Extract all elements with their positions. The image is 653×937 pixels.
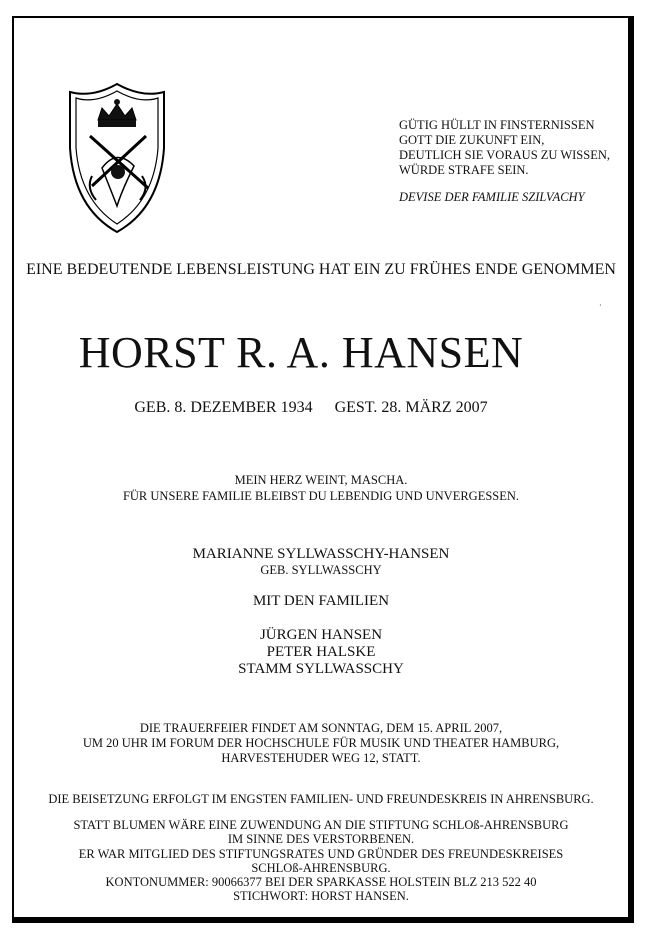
motto-attribution: DEVISE DER FAMILIE SZILVACHY xyxy=(399,190,585,204)
motto-line: WÜRDE STRAFE SEIN. xyxy=(399,163,529,177)
donation-line: SCHLOß-AHRENSBURG. xyxy=(251,860,391,875)
family-list xyxy=(14,627,628,678)
life-dates xyxy=(4,399,618,417)
family-item: JÜRGEN HANSEN xyxy=(259,627,383,643)
death-date: GEST. 28. MÄRZ 2007 xyxy=(334,399,488,416)
widow-name: MARIANNE SYLLWASSCHY-HANSEN xyxy=(192,546,450,562)
obituary-notice xyxy=(12,16,634,923)
motto-line: GÜTIG HÜLLT IN FINSTERNISSEN xyxy=(399,118,595,132)
donation-line: KONTONUMMER: 90066377 BEI DER SPARKASSE HOLSTEIN BLZ 213 522 40 xyxy=(105,875,537,890)
family-item: STAMM SYLLWASSCHY xyxy=(238,661,404,677)
motto-line: GOTT DIE ZUKUNFT EIN, xyxy=(399,133,545,147)
headline: EINE BEDEUTENDE LEBENSLEISTUNG HAT EIN ZU FRÜHES ENDE GENOMMEN xyxy=(26,261,616,278)
family-item: PETER HALSKE xyxy=(266,644,376,660)
donation-line: IM SINNE DES VERSTORBENEN. xyxy=(227,832,415,847)
donation-notice xyxy=(14,818,628,904)
donation-line: ER WAR MITGLIED DES STIFTUNGSRATES UND GRÜNDER DES FREUNDESKREISES xyxy=(78,846,564,861)
personal-message xyxy=(14,472,628,504)
funeral-line: DIE TRAUERFEIER FINDET AM SONNTAG, DEM 15. APRIL 2007, xyxy=(139,721,503,735)
motto-line: DEUTLICH SIE VORAUS ZU WISSEN, xyxy=(399,148,610,162)
funeral-line: UM 20 UHR IM FORUM DER HOCHSCHULE FÜR MUSIK UND THEATER HAMBURG, xyxy=(82,736,560,750)
birth-date: GEB. 8. DEZEMBER 1934 xyxy=(134,399,313,416)
donation-line: STATT BLUMEN WÄRE EINE ZUWENDUNG AN DIE STIFTUNG SCHLOß-AHRENSBURG xyxy=(73,818,569,832)
funeral-line: HARVESTEHUDER WEG 12, STATT. xyxy=(221,751,421,765)
message-line: FÜR UNSERE FAMILIE BLEIBST DU LEBENDIG UND UNVERGESSEN. xyxy=(122,489,520,503)
widow-maiden-name: GEB. SYLLWASSCHY xyxy=(260,563,382,577)
message-line: MEIN HERZ WEINT, MASCHA. xyxy=(234,473,408,487)
deceased-name: HORST R. A. HANSEN xyxy=(78,328,524,377)
donation-line: STICHWORT: HORST HANSEN. xyxy=(233,889,409,904)
family-motto xyxy=(399,118,610,205)
speck: · xyxy=(599,301,602,310)
family-crest-icon xyxy=(62,78,172,238)
families-intro: MIT DEN FAMILIEN xyxy=(252,593,390,609)
funeral-notice xyxy=(14,721,628,766)
burial-notice: DIE BEISETZUNG ERFOLGT IM ENGSTEN FAMILIEN- UND FREUNDESKREIS IN AHRENSBURG. xyxy=(48,792,594,806)
